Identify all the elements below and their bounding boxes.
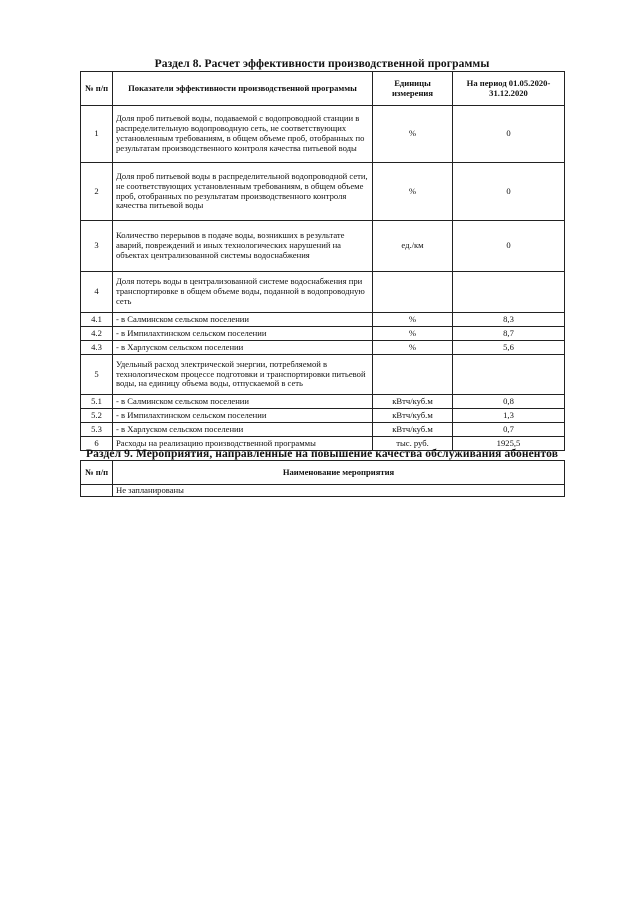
header-period: На период 01.05.2020-31.12.2020 — [453, 72, 565, 106]
table-row — [81, 106, 565, 163]
table-row — [81, 423, 565, 437]
row-num: 1 — [81, 106, 113, 163]
row-indicator: Доля проб питьевой воды в распределительной водопроводной сети, не соответствующих установленным требованиям, в общем объеме проб, отобранных по результатам производственного контроля качества питьевой воды — [113, 163, 373, 221]
row-unit: % — [373, 327, 453, 341]
row-value: 0 — [453, 221, 565, 272]
measures-table — [80, 460, 565, 497]
efficiency-table — [80, 71, 565, 451]
row-unit — [373, 355, 453, 395]
table-row — [81, 221, 565, 272]
row-value: 0 — [453, 163, 565, 221]
row-num: 3 — [81, 221, 113, 272]
row-unit: % — [373, 313, 453, 327]
table-row — [81, 313, 565, 327]
row-unit: % — [373, 341, 453, 355]
row-num: 4.2 — [81, 327, 113, 341]
row-value — [453, 355, 565, 395]
row-value: 8,7 — [453, 327, 565, 341]
row-unit: ед./км — [373, 221, 453, 272]
header-num: № п/п — [81, 461, 113, 485]
table-header-row — [81, 461, 565, 485]
table-row — [81, 485, 565, 497]
row-num: 5.1 — [81, 395, 113, 409]
row-measure: Не запланированы — [113, 485, 565, 497]
row-num: 4 — [81, 272, 113, 313]
row-indicator: - в Харлуском сельском поселении — [113, 341, 373, 355]
section-9-title: Раздел 9. Мероприятия, направленные на повышение качества обслуживания абонентов — [85, 448, 558, 460]
row-unit: тыс. руб. — [373, 437, 453, 451]
row-indicator: Количество перерывов в подаче воды, возникших в результате аварий, повреждений и иных технологических нарушений на объектах централизованной системы водоснабжения — [113, 221, 373, 272]
row-value: 5,6 — [453, 341, 565, 355]
row-indicator: - в Импилахтинском сельском поселении — [113, 409, 373, 423]
row-indicator: - в Салминском сельском поселении — [113, 395, 373, 409]
row-indicator: Расходы на реализацию производственной программы — [113, 437, 373, 451]
table-header-row — [81, 72, 565, 106]
row-value: 0,8 — [453, 395, 565, 409]
row-value: 8,3 — [453, 313, 565, 327]
table-row — [81, 163, 565, 221]
row-unit: кВтч/куб.м — [373, 423, 453, 437]
row-unit: кВтч/куб.м — [373, 409, 453, 423]
row-unit: кВтч/куб.м — [373, 395, 453, 409]
row-indicator: Удельный расход электрической энергии, потребляемой в технологическом процессе подготовки и транспортировки питьевой воды, на единицу объема воды, отпускаемой в сеть — [113, 355, 373, 395]
row-num: 5.3 — [81, 423, 113, 437]
table-row — [81, 327, 565, 341]
table-row — [81, 409, 565, 423]
row-num: 4.1 — [81, 313, 113, 327]
row-value — [453, 272, 565, 313]
row-unit: % — [373, 163, 453, 221]
row-unit — [373, 272, 453, 313]
header-units: Единицы измерения — [373, 72, 453, 106]
row-num: 2 — [81, 163, 113, 221]
row-indicator: - в Импилахтинском сельском поселении — [113, 327, 373, 341]
row-num — [81, 485, 113, 497]
section-8-title: Раздел 8. Расчет эффективности производственной программы — [154, 58, 490, 70]
row-num: 5 — [81, 355, 113, 395]
row-value: 0 — [453, 106, 565, 163]
row-value: 1925,5 — [453, 437, 565, 451]
table-row — [81, 272, 565, 313]
row-indicator: - в Харлуском сельском поселении — [113, 423, 373, 437]
row-value: 1,3 — [453, 409, 565, 423]
table-row — [81, 341, 565, 355]
table-row — [81, 355, 565, 395]
row-num: 5.2 — [81, 409, 113, 423]
header-indicator: Показатели эффективности производственной программы — [113, 72, 373, 106]
row-value: 0,7 — [453, 423, 565, 437]
header-measure-name: Наименование мероприятия — [113, 461, 565, 485]
row-num: 4.3 — [81, 341, 113, 355]
row-indicator: Доля потерь воды в централизованной системе водоснабжения при транспортировке в общем объеме воды, поданной в водопроводную сеть — [113, 272, 373, 313]
row-unit: % — [373, 106, 453, 163]
row-num: 6 — [81, 437, 113, 451]
table-row — [81, 395, 565, 409]
row-indicator: - в Салминском сельском поселении — [113, 313, 373, 327]
row-indicator: Доля проб питьевой воды, подаваемой с водопроводной станции в распределительную водопроводную сеть, не соответствующих установленным требованиям, в общем объеме проб, отобранных по результатам производственного контроля качества питьевой воды — [113, 106, 373, 163]
header-num: № п/п — [81, 72, 113, 106]
